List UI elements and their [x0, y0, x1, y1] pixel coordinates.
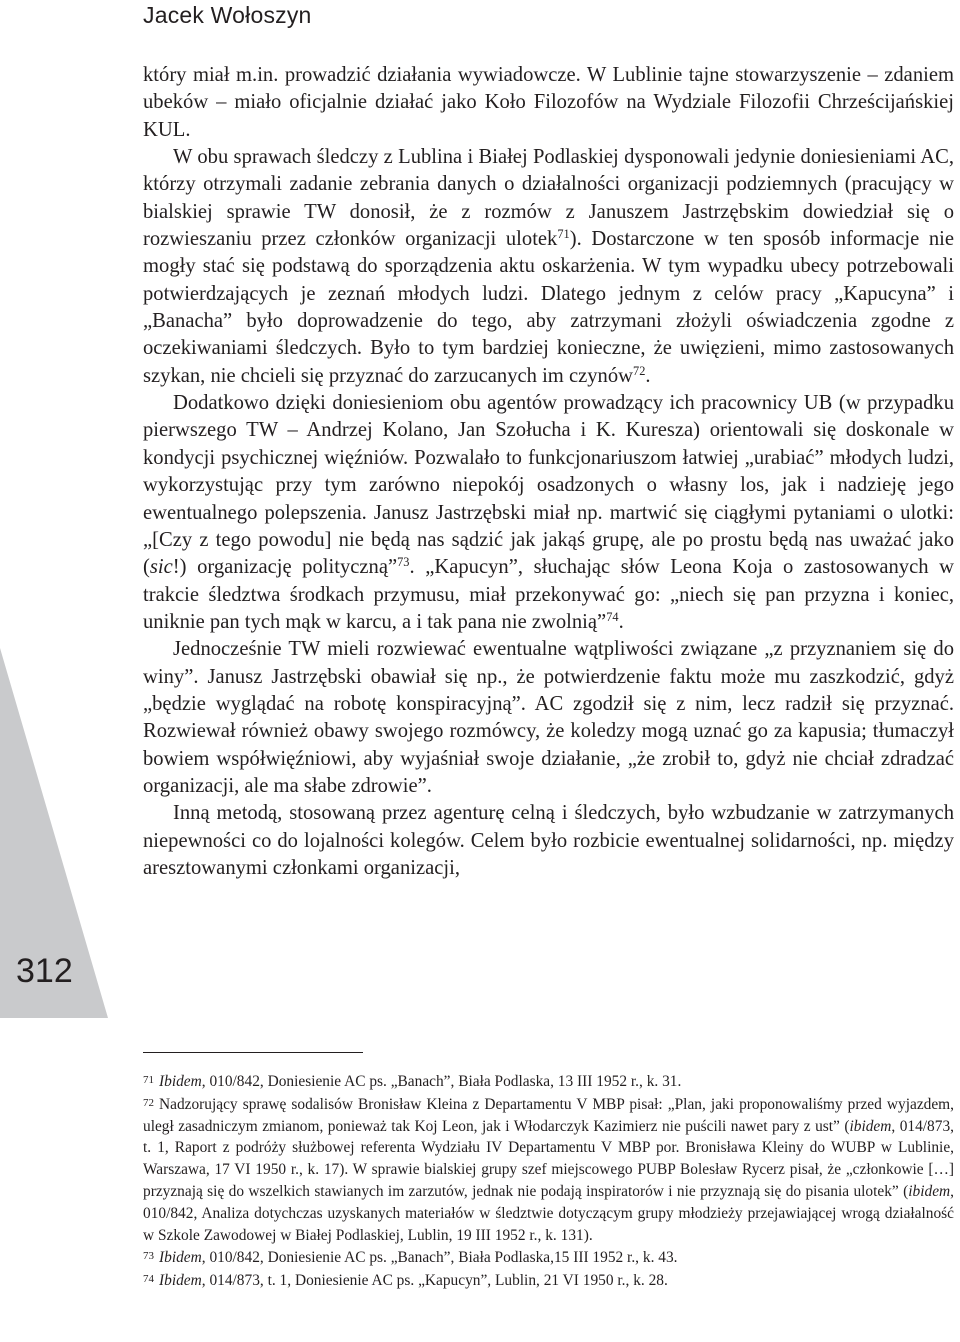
paragraph-2-part-b: ). Dostarczone w ten sposób informacje nie mogły stać się podstawą do sporządzenia aktu oskarżenia. W tym wypadku ubecy potrzebowali potwierdzających je zeznań młodych ludzi. Dlatego jednym z celów pracy „Kapucyna” i „Banacha” było doprowadzenie do tego, aby zatrzymani złożyli oświadczenia zgodne z oczekiwaniami śledczych. Było to tym bardziej konieczne, że uwięzieni, mimo zastosowanych szykan, nie chcieli się przyznać do zarzucanych im czynów: [143, 228, 954, 387]
footnote-71: [143, 1070, 954, 1093]
footnote-text: , 014/873, t. 1, Doniesienie AC ps. „Kapucyn”, Lublin, 21 VI 1950 r., k. 28.: [201, 1272, 668, 1290]
footnote-ref-71[interactable]: 71: [557, 227, 570, 242]
footnote-text: , 010/842, Analiza dotychczas uzyskanych materiałów w śledztwie dotyczącym grupy młodzieży przejawiającej wrogą działalność w Szkole Zawodowej w Białej Podlaskiej, Lublin, 19 III 1952 r., k. 131).: [143, 1182, 954, 1244]
footnote-text: , 010/842, Doniesienie AC ps. „Banach”, Biała Podlaska,15 III 1952 r., k. 43.: [201, 1249, 678, 1267]
sic-italic: sic: [149, 556, 173, 579]
footnote-text: , 010/842, Doniesienie AC ps. „Banach”, Biała Podlaska, 13 III 1952 r., k. 31.: [201, 1073, 682, 1090]
paragraph-4: Jednocześnie TW mieli rozwiewać ewentualne wątpliwości związane „z przyznaniem się do winy”. Janusz Jastrzębski obawiał się np., że potwierdzenie faktu może mu zaszkodzić, gdyż „będzie wyglądać na robotę konspiracyjną”. AC zgodził się z nim, lecz radził się przyznać. Rozwiewał również obawy swojego rozmówcy, że koledzy mogą uznać go za kapusia; tłumaczył bowiem współwięźniowi, aby wyjaśniał swoje działanie, „że zrobił to, gdyż nie chciał zdradzać organizacji, ale ma słabe zdrowie”.: [143, 638, 954, 797]
footnote-separator: [143, 1052, 363, 1053]
paragraph-5: Inną metodą, stosowaną przez agenturę celną i śledczych, było wzbudzanie w zatrzymanych niepewności co do lojalności kolegów. Celem było rozbicie ewentualnej solidarności, np. między aresztowanymi członkami organizacji,: [143, 802, 954, 879]
paragraph-3-part-b: !) organizację polityczną”: [172, 556, 398, 579]
footnote-text: Nadzorujący sprawę sodalisów Bronisław Kleina z Departamentu V MBP pisał: „Plan, jaki proponowaliśmy przed wyjazdem, uległ zasadniczym zmianom, ponieważ tak Koj Leon, jak i Włodarczyk Kazimierz nie puścili nawet pary z ust” (: [143, 1095, 954, 1135]
footnote-74: [143, 1269, 954, 1292]
footnote-number: 73: [143, 1250, 154, 1263]
footnotes: [143, 1070, 954, 1292]
page-number: 312: [16, 952, 73, 990]
paragraph-3-part-d: .: [618, 610, 624, 633]
paragraph-3-part-c: . „Kapucyn”, słuchając słów Leona Koja o zastosowanych w trakcie śledztwa środkach przymusu, miał przekonywać go: „niech się pan przyzna i koniec, uniknie pan tych mąk w karcu, a i tak pana nie zwolnią”: [143, 556, 955, 633]
footnote-72: [143, 1093, 954, 1247]
footnote-ibidem: Ibidem: [159, 1249, 202, 1267]
footnote-ref-73[interactable]: 73: [397, 555, 410, 570]
footnote-number: 72: [143, 1096, 154, 1109]
footnote-number: 74: [143, 1273, 154, 1286]
footnote-ibidem: ibidem: [908, 1182, 951, 1200]
running-head-author: Jacek Wołoszyn: [143, 2, 312, 28]
paragraph-2-part-a: W obu sprawach śledczy z Lublina i Białej Podlaskiej dysponowali jedynie doniesieniami AC, którzy otrzymali zadanie zebrania danych o działalności organizacji podziemnych (pracujący w bialskiej sprawie TW donosił, że z rozmów z Januszem Jastrzębskim dowiedział się o rozwieszaniu przez członków organizacji ulotek: [143, 146, 954, 251]
footnote-ibidem: ibidem: [849, 1117, 892, 1135]
footnote-number: 71: [143, 1074, 154, 1086]
footnote-text: , 014/873, t. 1, Raport z podróży służbowej referenta Wydziału IV Departamentu V MBP por. Bronisława Kleiny do WUBP w Lublinie, Warszawa, 17 VI 1950 r., k. 17). W sprawie bialskiej grupy szef miejscowego PUBP Bolesław Rycerz pisał, że „członkowie […] przyznają się do wszelkich stawianych im zarzutów, jednak nie podają inspiratorów i nie przyznają się do pisania ulotek” (: [143, 1117, 954, 1200]
footnote-ref-72[interactable]: 72: [633, 363, 646, 378]
footnote-73: [143, 1246, 954, 1269]
paragraph-2-part-c: .: [645, 364, 651, 387]
paragraph-2: [143, 144, 954, 390]
footnote-ref-74[interactable]: 74: [606, 610, 619, 625]
main-text: [143, 62, 954, 882]
footnote-ibidem: Ibidem: [159, 1272, 202, 1290]
paragraph-3: [143, 390, 954, 636]
footnote-ibidem: Ibidem: [159, 1073, 202, 1090]
paragraph-3-part-a: Dodatkowo dzięki doniesieniom obu agentów prowadzący ich pracownicy UB (w przypadku pierwszego TW – Andrzej Kolano, Jan Szołucha i K. Kuresza) orientowali się doskonale w kondycji psychicznej więźniów. Pozwalało to funkcjonariuszom łatwiej „urabiać” młodych ludzi, wykorzystując przy tym zarówno niepokój osadzonych o własny los, jak i nadzieję jego ewentualnego polepszenia. Janusz Jastrzębski miał np. martwić się ciągłymi pytaniami o ulotki: „[Czy z tego powodu] nie będą nas sądzić jak jakąś grupę, ale po prostu będą nas uważać jako (: [143, 392, 954, 579]
paragraph-1: który miał m.in. prowadzić działania wywiadowcze. W Lublinie tajne stowarzyszenie – zdaniem ubeków – miało oficjalnie działać jako Koło Filozofów na Wydziale Filozofii Chrześcijańskiej KUL.: [143, 64, 954, 141]
